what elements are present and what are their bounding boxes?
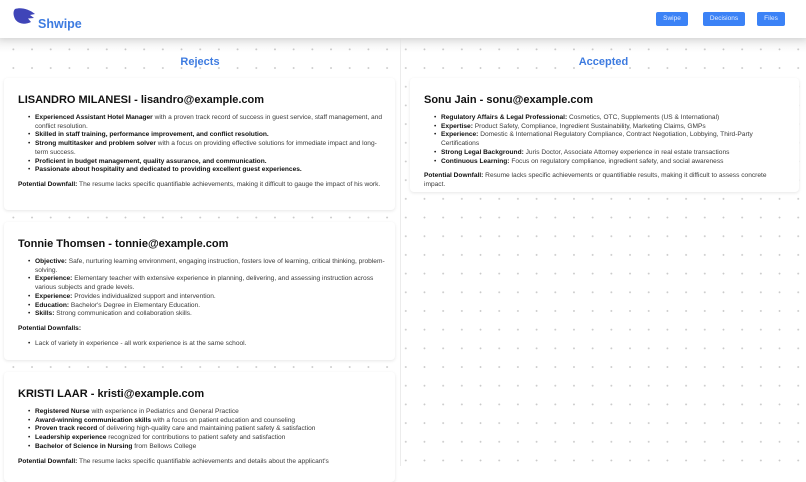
highlight-item: • Bachelor of Science in Nursing from Bellows College (35, 443, 385, 452)
potential-downfalls-heading: Potential Downfalls: (18, 324, 82, 332)
highlight-item: • Education: Bachelor's Degree in Elementary Education. (35, 302, 385, 311)
highlight-item: • Leadership experience recognized for contributions to patient safety and satisfaction (35, 434, 385, 443)
nav-decisions-button[interactable]: Decisions (703, 12, 745, 26)
accepted-title: Accepted (578, 56, 629, 68)
highlight-item: • Regulatory Affairs & Legal Professional: Cosmetics, OTC, Supplements (US & International) (441, 114, 789, 123)
highlight-item: • Experience: Provides individualized support and intervention. (35, 293, 385, 302)
rejects-title: Rejects (180, 56, 220, 68)
highlight-item: • Proven track record of delivering high-quality care and maintaining patient safety & satisfaction (35, 425, 385, 434)
candidate-heading: LISANDRO MILANESI - lisandro@example.com (18, 94, 265, 106)
app-header (0, 0, 806, 38)
candidate-highlights (424, 114, 789, 166)
candidate-card-tonnie[interactable] (4, 222, 395, 360)
decisions-board (0, 38, 806, 466)
potential-downfall: Potential Downfall: Resume lacks specific achievements or quantifiable results, making it difficult to assess concrete impact. (424, 172, 767, 188)
highlight-item: • Objective: Safe, nurturing learning environment, engaging instruction, fosters love of learning, critical thinking, problem-solving. (35, 258, 385, 275)
highlight-item: • Proficient in budget management, quality assurance, and communication. (35, 158, 385, 167)
highlight-item: • Award-winning communication skills with a focus on patient education and counseling (35, 417, 385, 426)
nav-swipe-button[interactable]: Swipe (656, 12, 688, 26)
highlight-item: • Expertise: Product Safety, Compliance, Ingredient Sustainability, Marketing Claims, GMPs (441, 123, 789, 132)
candidate-highlights (18, 408, 385, 452)
candidate-heading: Tonnie Thomsen - tonnie@example.com (18, 238, 229, 250)
highlight-item: • Experience: Elementary teacher with extensive experience in planning, delivering, and assessing instruction across various subjects and grade levels. (35, 275, 385, 292)
highlight-item: • Experience: Domestic & International Regulatory Compliance, Contract Negotiation, Lobbying, Third-Party Certifications (441, 131, 789, 148)
highlight-item: • Experienced Assistant Hotel Manager with a proven track record of success in guest service, staff management, and conflict resolution. (35, 114, 385, 131)
highlight-item: • Skills: Strong communication and collaboration skills. (35, 310, 385, 319)
candidate-heading: Sonu Jain - sonu@example.com (424, 94, 594, 106)
accepted-column (401, 38, 806, 466)
nav-files-button[interactable]: Files (757, 12, 785, 26)
highlight-item: • Skilled in staff training, performance improvement, and conflict resolution. (35, 131, 385, 140)
potential-downfall: Potential Downfall: The resume lacks specific quantifiable achievements, making it difficult to gauge the impact of his work. (18, 180, 381, 188)
brand-name[interactable]: Shwipe (38, 17, 82, 31)
shwipe-logo-icon[interactable] (13, 7, 39, 25)
potential-downfall: Potential Downfall: The resume lacks specific quantifiable achievements and details about the applicant's (18, 457, 329, 465)
highlight-item: • Continuous Learning: Focus on regulatory compliance, ingredient safety, and social awareness (441, 158, 789, 167)
candidate-heading: KRISTI LAAR - kristi@example.com (18, 388, 205, 400)
candidate-highlights (18, 258, 385, 319)
downfall-list (18, 340, 385, 349)
highlight-item: • Registered Nurse with experience in Pediatrics and General Practice (35, 408, 385, 417)
highlight-item: • Passionate about hospitality and dedicated to providing excellent guest experiences. (35, 166, 385, 175)
downfall-item: • Lack of variety in experience - all work experience is at the same school. (35, 340, 385, 349)
candidate-card-sonu[interactable] (410, 78, 799, 192)
candidate-highlights (18, 114, 385, 175)
candidate-card-lisandro[interactable] (4, 78, 395, 210)
rejects-column (0, 38, 401, 466)
highlight-item: • Strong Legal Background: Juris Doctor, Associate Attorney experience in real estate transactions (441, 149, 789, 158)
highlight-item: • Strong multitasker and problem solver with a focus on providing effective solutions for immediate impact and long-term success. (35, 140, 385, 157)
